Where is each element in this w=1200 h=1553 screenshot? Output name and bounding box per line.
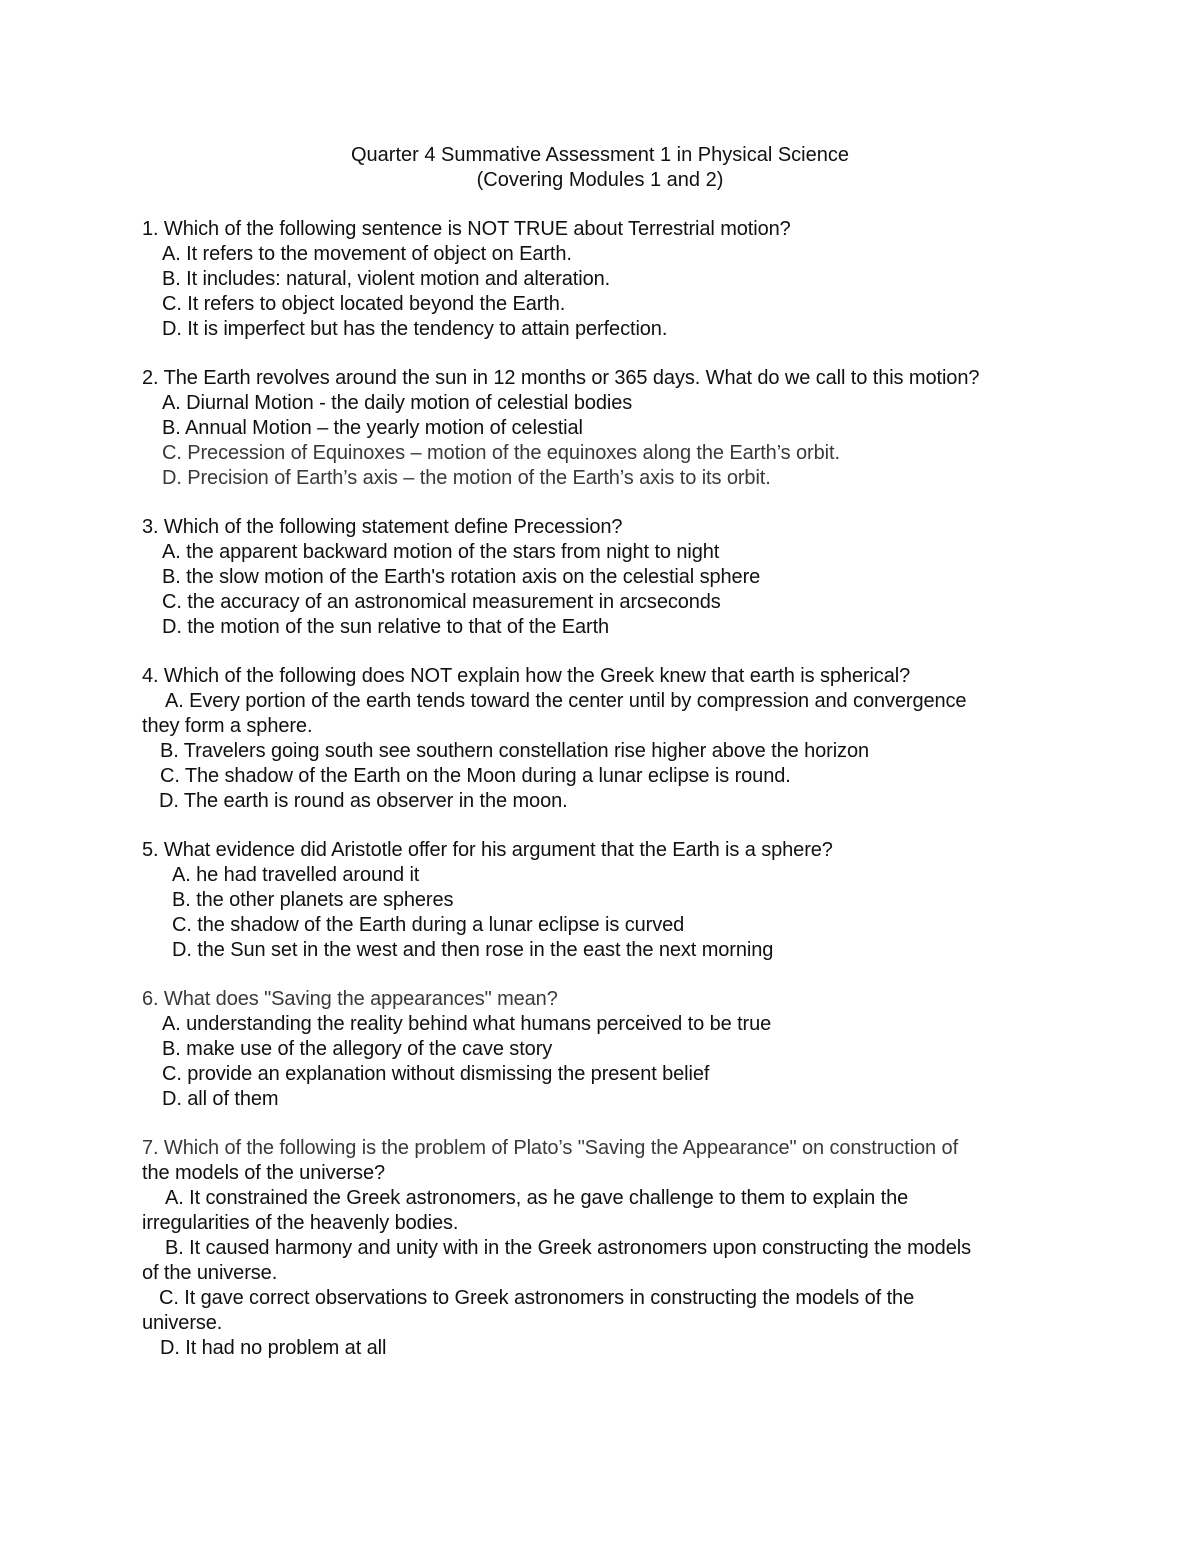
choice-d: D. It is imperfect but has the tendency to attain perfection. xyxy=(162,318,668,340)
choice-b: B. Annual Motion – the yearly motion of celestial xyxy=(162,417,583,439)
question-stem: 7. Which of the following is the problem of Plato’s "Saving the Appearance" on construction of xyxy=(142,1137,959,1159)
question-stem: 4. Which of the following does NOT explain how the Greek knew that earth is spherical? xyxy=(142,665,911,687)
choice-d: D. Precision of Earth’s axis – the motion of the Earth’s axis to its orbit. xyxy=(162,467,771,489)
choice-d: D. It had no problem at all xyxy=(160,1337,387,1359)
choice-a-continued: they form a sphere. xyxy=(142,715,313,737)
question-stem: 2. The Earth revolves around the sun in 12 months or 365 days. What do we call to this motion? xyxy=(142,367,980,389)
choice-d: D. the Sun set in the west and then rose in the east the next morning xyxy=(172,939,774,961)
choice-b: B. It includes: natural, violent motion and alteration. xyxy=(162,268,611,290)
choice-a: A. Diurnal Motion - the daily motion of celestial bodies xyxy=(162,392,633,414)
question-stem: 1. Which of the following sentence is NOT TRUE about Terrestrial motion? xyxy=(142,218,791,240)
choice-b: B. the other planets are spheres xyxy=(172,889,454,911)
choice-b: B. Travelers going south see southern constellation rise higher above the horizon xyxy=(160,740,870,762)
choice-b-continued: of the universe. xyxy=(142,1262,278,1284)
choice-c: C. provide an explanation without dismissing the present belief xyxy=(162,1063,710,1085)
choice-d: D. The earth is round as observer in the moon. xyxy=(159,790,568,812)
choice-c: C. Precession of Equinoxes – motion of the equinoxes along the Earth’s orbit. xyxy=(162,442,840,464)
choice-a: A. It refers to the movement of object on Earth. xyxy=(162,243,572,265)
choice-a-continued: irregularities of the heavenly bodies. xyxy=(142,1212,459,1234)
choice-c: C. The shadow of the Earth on the Moon during a lunar eclipse is round. xyxy=(160,765,791,787)
choice-a: A. he had travelled around it xyxy=(172,864,420,886)
document-title: Quarter 4 Summative Assessment 1 in Physical Science xyxy=(351,144,849,166)
question-stem: 3. Which of the following statement define Precession? xyxy=(142,516,623,538)
choice-d: D. all of them xyxy=(162,1088,279,1110)
choice-a: A. understanding the reality behind what humans perceived to be true xyxy=(162,1013,772,1035)
choice-c: C. the shadow of the Earth during a lunar eclipse is curved xyxy=(172,914,685,936)
choice-d: D. the motion of the sun relative to that of the Earth xyxy=(162,616,610,638)
choice-a: A. Every portion of the earth tends toward the center until by compression and convergence xyxy=(165,690,967,712)
choice-c: C. the accuracy of an astronomical measurement in arcseconds xyxy=(162,591,721,613)
choice-b: B. It caused harmony and unity with in the Greek astronomers upon constructing the models xyxy=(165,1237,971,1259)
choice-b: B. the slow motion of the Earth's rotation axis on the celestial sphere xyxy=(162,566,761,588)
question-stem: 6. What does "Saving the appearances" mean? xyxy=(142,988,558,1010)
choice-c: C. It refers to object located beyond the Earth. xyxy=(162,293,566,315)
choice-a: A. the apparent backward motion of the stars from night to night xyxy=(162,541,720,563)
question-stem-continued: the models of the universe? xyxy=(142,1162,386,1184)
question-stem: 5. What evidence did Aristotle offer for his argument that the Earth is a sphere? xyxy=(142,839,833,861)
choice-a: A. It constrained the Greek astronomers, as he gave challenge to them to explain the xyxy=(165,1187,909,1209)
document-subtitle: (Covering Modules 1 and 2) xyxy=(476,169,724,191)
choice-b: B. make use of the allegory of the cave story xyxy=(162,1038,553,1060)
choice-c: C. It gave correct observations to Greek astronomers in constructing the models of the xyxy=(159,1287,915,1309)
choice-c-continued: universe. xyxy=(142,1312,223,1334)
